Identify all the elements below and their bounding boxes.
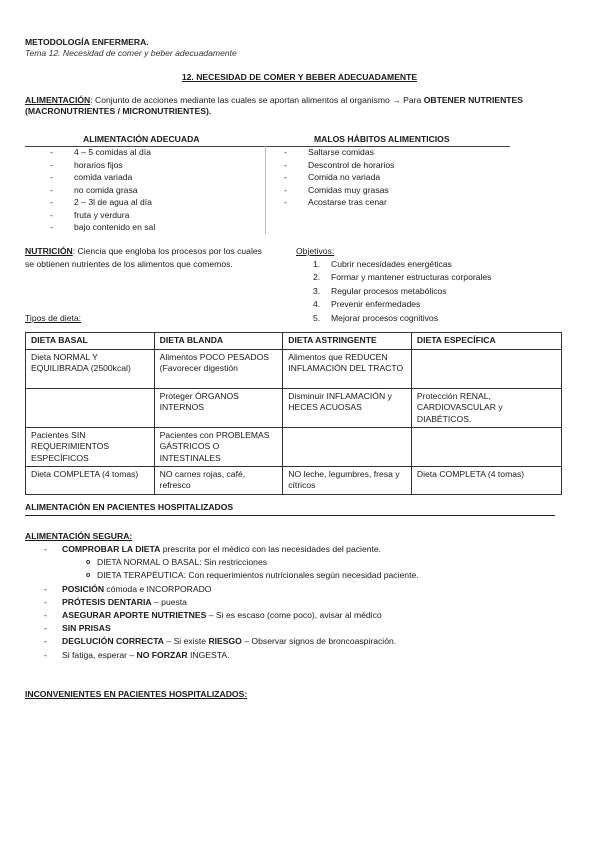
nutricion-term: NUTRICIÓN [25, 246, 73, 256]
diet-table [25, 332, 562, 495]
nutricion-def: : Ciencia que engloba los procesos por los cuales se obtienen nutrientes de los alimentos que comemos. [25, 246, 262, 270]
table-cell [283, 428, 412, 467]
list-item: - COMPROBAR LA DIETA prescrita por el médico con las necesidades del paciente. [25, 544, 565, 557]
list-item: - horarios fijos [50, 160, 260, 173]
list-item: 4. Prevenir enfermedades [313, 299, 421, 310]
table-cell: Pacientes SIN REQUERIMIENTOS ESPECÍFICOS [26, 428, 155, 467]
inconvenientes-heading: INCONVENIENTES EN PACIENTES HOSPITALIZADOS: [25, 689, 248, 699]
objetivos-heading: Objetivos: [296, 246, 335, 256]
list-item: - Descontrol de horarios [284, 160, 504, 173]
table-cell: Proteger ÓRGANOS INTERNOS [154, 389, 283, 428]
nutricion-definition [25, 245, 267, 272]
list-item: - Saltarse comidas [284, 147, 504, 160]
table-cell: Protección RENAL, CARDIOVASCULAR y DIABÉTICOS. [411, 389, 561, 428]
table-cell: NO leche, legumbres, fresa y cítricos [283, 467, 412, 495]
list-item: - Comidas muy grasas [284, 185, 504, 198]
column-header: DIETA BASAL [26, 333, 155, 350]
table-cell: Alimentos que REDUCEN INFLAMACIÓN DEL TRACTO [283, 350, 412, 389]
list-item: - ASEGURAR APORTE NUTRIETNES – Si es escaso (come poco), avisar al médico [25, 610, 565, 623]
alimentacion-def-bold: OBTENER NUTRIENTES (MACRONUTRIENTES / MICRONUTRIENTES). [25, 95, 523, 117]
list-item: - Comida no variada [284, 172, 504, 185]
table-cell: NO carnes rojas, café, refresco [154, 467, 283, 495]
table-cell: Dieta COMPLETA (4 tomas) [411, 467, 561, 495]
list-item: - no comida grasa [50, 185, 260, 198]
list-item: - PRÓTESIS DENTARIA – puesta [25, 597, 565, 610]
list-item: 5. Mejorar procesos cognitivos [313, 312, 438, 323]
column-header: DIETA ASTRINGENTE [283, 333, 412, 350]
hospital-heading: ALIMENTACIÓN EN PACIENTES HOSPITALIZADOS [25, 502, 234, 512]
list-item: - bajo contenido en sal [50, 222, 260, 235]
table-row [26, 389, 562, 428]
table-cell: Dieta COMPLETA (4 tomas) [26, 467, 155, 495]
table-header-row [26, 333, 562, 350]
list-item: - 2 – 3l de agua al día [50, 197, 260, 210]
column-header: DIETA ESPECÍFICA [411, 333, 561, 350]
doc-title: METODOLOGÍA ENFERMERA. [25, 37, 149, 47]
column-header: DIETA BLANDA [154, 333, 283, 350]
table-cell [411, 350, 561, 389]
malos-heading: MALOS HÁBITOS ALIMENTICIOS [314, 134, 450, 144]
table-cell: Pacientes con PROBLEMAS GÁSTRICOS O INTESTINALES [154, 428, 283, 467]
table-cell: Disminuir INFLAMACIÓN y HECES ACUOSAS [283, 389, 412, 428]
list-item: o DIETA TERAPÉUTICA: Con requerimientos nutricionales según necesidad paciente. [25, 570, 565, 583]
malos-list [284, 147, 504, 210]
list-item: o DIETA NORMAL O BASAL: Sin restricciones [25, 557, 565, 570]
table-cell [26, 389, 155, 428]
list-item: - Si fatiga, esperar – NO FORZAR INGESTA. [25, 650, 565, 663]
hospital-divider [25, 515, 555, 516]
list-item: - fruta y verdura [50, 210, 260, 223]
adecuada-list [50, 147, 260, 235]
table-cell: Alimentos POCO PESADOS (Favorecer digestión [154, 350, 283, 389]
adecuada-heading: ALIMENTACIÓN ADECUADA [83, 134, 200, 144]
columns-divider-vertical [265, 146, 266, 234]
section-title: 12. NECESIDAD DE COMER Y BEBER ADECUADAMENTE [181, 72, 418, 82]
list-item: - 4 – 5 comidas al día [50, 147, 260, 160]
alimentacion-definition [25, 95, 545, 118]
list-item: 3. Regular procesos metabólicos [313, 285, 447, 296]
list-item: 1. Cubrir necesidades energéticas [313, 259, 452, 269]
list-item: - POSICIÓN cómoda e INCORPORADO [25, 584, 565, 597]
objetivos-list [313, 259, 563, 326]
alimentacion-def: : Conjunto de acciones mediante las cuales se aportan alimentos al organismo → Para [90, 95, 424, 105]
alimentacion-term: ALIMENTACIÓN [25, 95, 91, 105]
segura-list [25, 544, 565, 663]
table-row [26, 467, 562, 495]
table-row [26, 428, 562, 467]
list-item: - Acostarse tras cenar [284, 197, 504, 210]
list-item: - SIN PRISAS [25, 623, 565, 636]
doc-subtitle: Tema 12. Necesidad de comer y beber adecuadamente [25, 48, 237, 58]
table-cell: Dieta NORMAL Y EQUILIBRADA (2500kcal) [26, 350, 155, 389]
tipos-dieta-label: Tipos de dieta: [25, 313, 82, 323]
segura-heading: ALIMENTACIÓN SEGURA: [25, 531, 133, 541]
list-item: - comida variada [50, 172, 260, 185]
table-cell [411, 428, 561, 467]
table-row [26, 350, 562, 389]
list-item: 2. Formar y mantener estructuras corporales [313, 272, 492, 283]
list-item: - DEGLUCIÓN CORRECTA – Si existe RIESGO – Observar signos de broncoaspiración. [25, 636, 565, 649]
